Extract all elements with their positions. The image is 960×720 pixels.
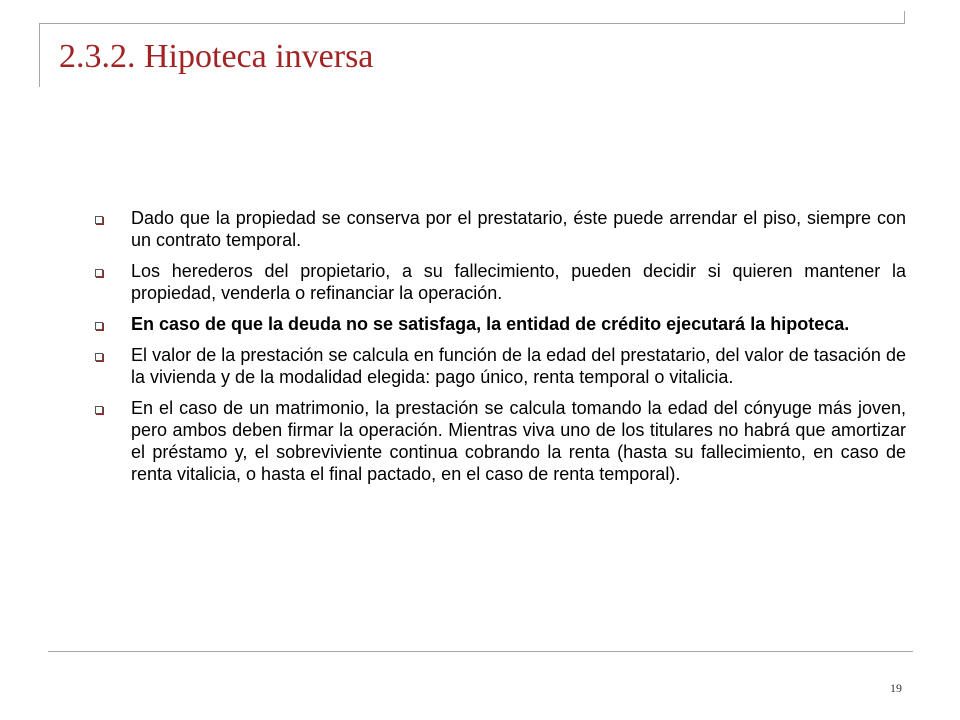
title-frame-top-line bbox=[39, 23, 905, 24]
title-frame-corner-tick bbox=[904, 11, 905, 24]
square-bullet-icon bbox=[95, 406, 103, 414]
bullet-text: En el caso de un matrimonio, la prestación se calcula tomando la edad del cónyuge más joven, pero ambos deben firmar la operación. Mientras viva uno de los titulares no habrá que amortizar el préstamo y, el sobreviviente continua cobrando la renta (hasta su fallecimiento, en caso de renta vitalicia, o hasta el final pactado, en el caso de renta temporal). bbox=[131, 398, 906, 484]
bullet-item bbox=[95, 344, 906, 388]
title-frame-left-line bbox=[39, 23, 40, 87]
square-bullet-icon bbox=[95, 216, 103, 224]
square-bullet-icon bbox=[95, 353, 103, 361]
bullet-text: En caso de que la deuda no se satisfaga, la entidad de crédito ejecutará la hipoteca. bbox=[131, 314, 850, 334]
bullet-item bbox=[95, 207, 906, 251]
bullet-text: Los herederos del propietario, a su fallecimiento, pueden decidir si quieren mantener la propiedad, venderla o refinanciar la operación. bbox=[131, 261, 906, 303]
bullet-text: Dado que la propiedad se conserva por el prestatario, éste puede arrendar el piso, siempre con un contrato temporal. bbox=[131, 208, 906, 250]
page-number: 19 bbox=[890, 681, 902, 695]
bullet-text: El valor de la prestación se calcula en función de la edad del prestatario, del valor de tasación de la vivienda y de la modalidad elegida: pago único, renta temporal o vitalicia. bbox=[131, 345, 906, 387]
bullet-item bbox=[95, 397, 906, 485]
bullet-item bbox=[95, 313, 906, 335]
bullet-list bbox=[95, 207, 906, 494]
square-bullet-icon bbox=[95, 322, 103, 330]
bullet-item bbox=[95, 260, 906, 304]
slide-title: 2.3.2. Hipoteca inversa bbox=[59, 38, 374, 75]
square-bullet-icon bbox=[95, 269, 103, 277]
footer-divider bbox=[48, 651, 913, 652]
